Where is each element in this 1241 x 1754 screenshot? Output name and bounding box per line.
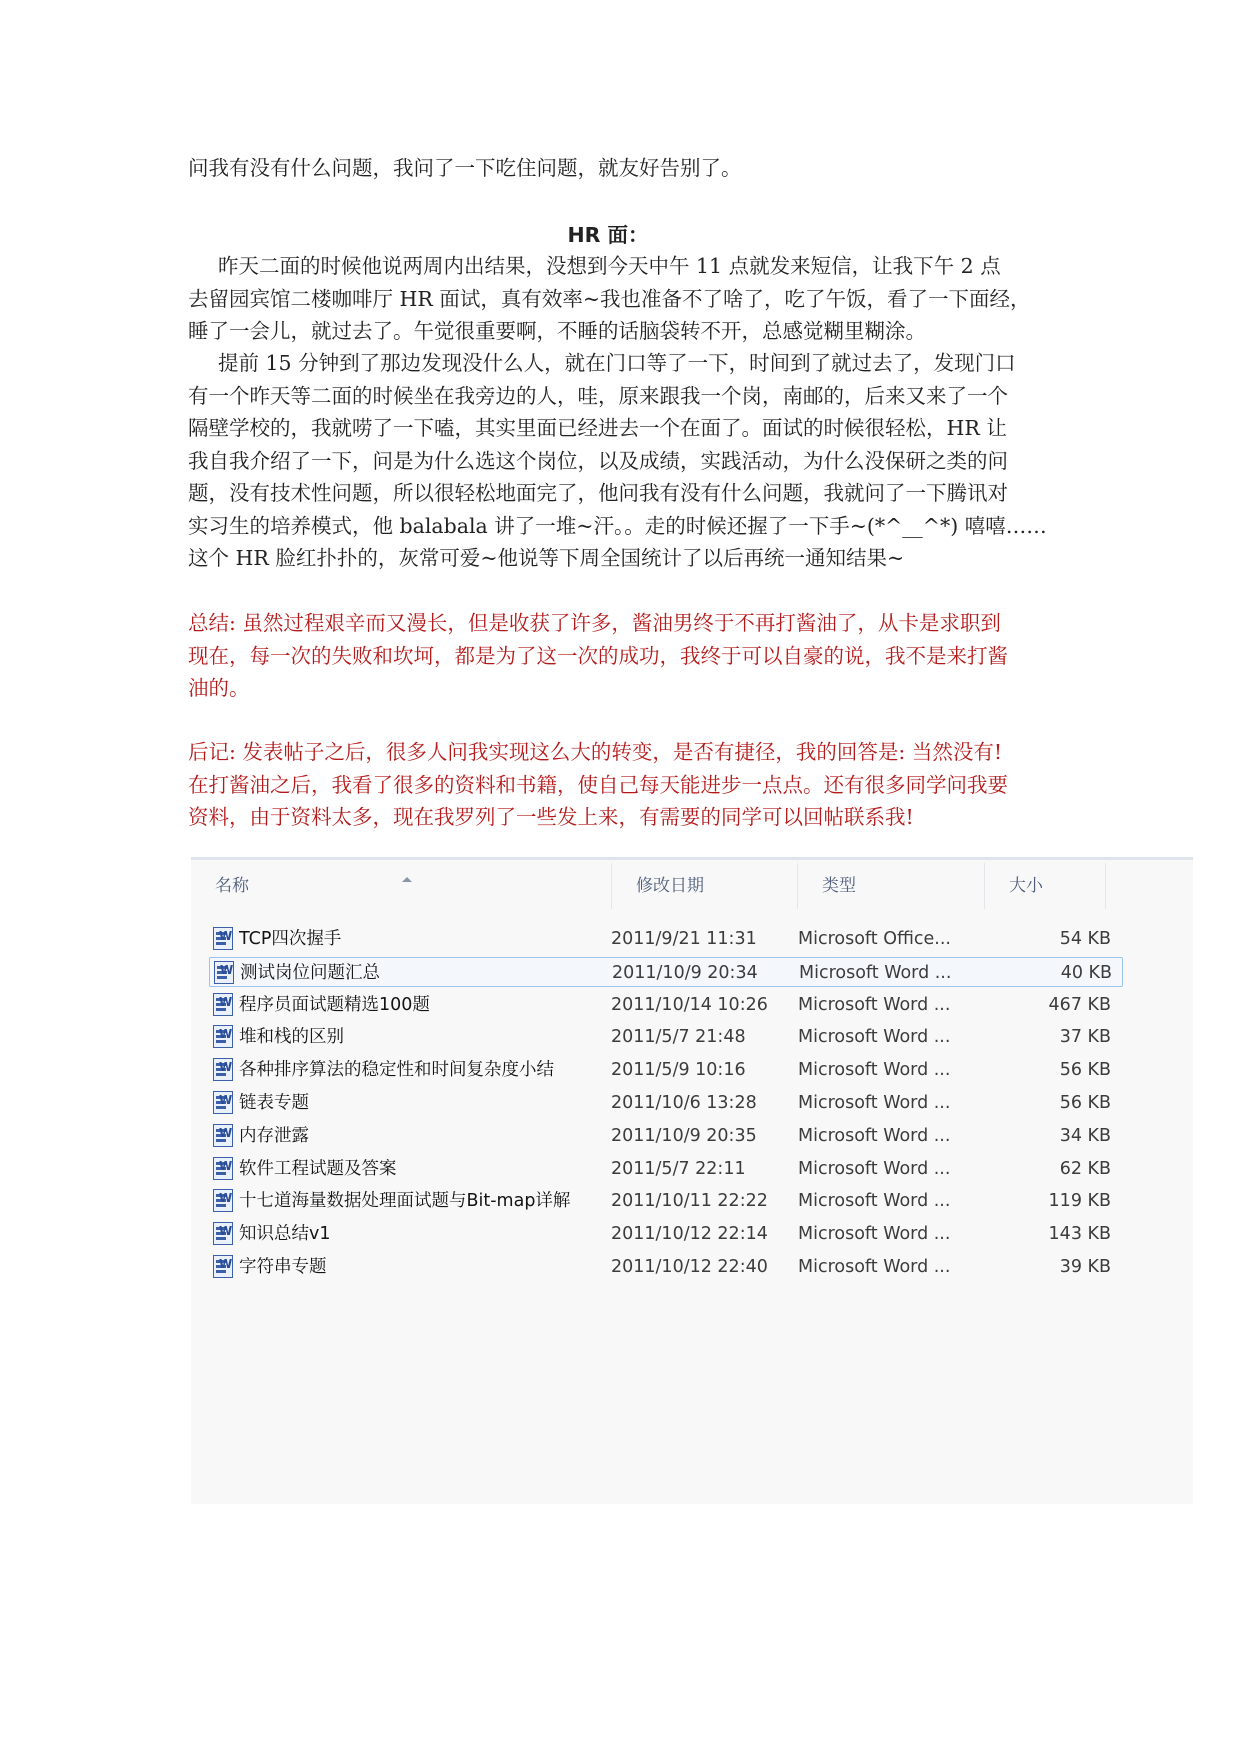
file-name: 内存泄露 xyxy=(239,1125,309,1146)
column-header-size[interactable] xyxy=(984,863,1106,909)
file-name: 堆和栈的区别 xyxy=(239,1027,344,1048)
file-name: 链表专题 xyxy=(239,1093,309,1113)
word-document-icon xyxy=(213,1157,233,1180)
word-document-icon xyxy=(213,1025,233,1048)
file-modified-date: 2011/9/21 11:31 xyxy=(611,929,757,949)
word-document-icon xyxy=(213,1255,233,1278)
file-row[interactable] xyxy=(209,1055,1123,1085)
file-type: Microsoft Word ... xyxy=(798,1191,951,1212)
summary-paragraph xyxy=(188,607,1068,705)
file-type: Microsoft Word ... xyxy=(799,962,952,983)
file-row[interactable] xyxy=(209,1186,1123,1216)
file-modified-date: 2011/10/9 20:34 xyxy=(612,962,758,983)
file-type: Microsoft Word ... xyxy=(798,1060,951,1081)
file-name: 测试岗位问题汇总 xyxy=(240,962,380,983)
file-row[interactable] xyxy=(209,1088,1123,1118)
file-row[interactable] xyxy=(209,1219,1123,1249)
file-size: 54 KB xyxy=(1059,929,1111,949)
file-modified-date: 2011/10/9 20:35 xyxy=(611,1125,757,1146)
file-row[interactable] xyxy=(209,990,1123,1020)
file-size: 62 KB xyxy=(1059,1158,1111,1179)
word-document-icon xyxy=(213,1189,233,1212)
paragraph-line: 有一个昨天等二面的时候坐在我旁边的人，哇，原来跟我一个岗，南邮的，后来又来了一个 xyxy=(188,383,1008,408)
word-document-icon xyxy=(213,1222,233,1245)
intro-paragraph xyxy=(188,152,1068,185)
hr-paragraph-1 xyxy=(188,250,1068,348)
summary-line: 现在，每一次的失败和坎坷，都是为了这一次的成功，我终于可以自豪的说，我不是来打酱 xyxy=(188,643,1008,668)
paragraph-line: 隔壁学校的，我就唠了一下嗑，其实里面已经进去一个在面了。面试的时候很轻松，HR 让 xyxy=(188,416,1007,440)
file-type: Microsoft Word ... xyxy=(798,1125,951,1146)
file-type: Microsoft Word ... xyxy=(798,1093,951,1113)
file-modified-date: 2011/5/7 22:11 xyxy=(611,1158,746,1179)
postscript-line: 后记: 发表帖子之后，很多人问我实现这么大的转变，是否有捷径，我的回答是: 当然没有! xyxy=(188,740,1003,764)
word-document-icon xyxy=(213,993,233,1016)
file-name: 软件工程试题及答案 xyxy=(239,1158,397,1179)
paragraph-line: 昨天二面的时候他说两周内出结果，没想到今天中午 11 点就发来短信，让我下午 2 点 xyxy=(218,254,1001,278)
file-size: 143 KB xyxy=(1048,1224,1111,1245)
file-type: Microsoft Office... xyxy=(798,929,951,949)
paragraph-line: 提前 15 分钟到了那边发现没什么人，就在门口等了一下，时间到了就过去了，发现门口 xyxy=(218,351,1016,375)
paragraph-line: 我自我介绍了一下，问是为什么选这个岗位，以及成绩，实践活动，为什么没保研之类的问 xyxy=(188,448,1008,473)
hr-paragraph-2 xyxy=(188,347,1068,575)
file-modified-date: 2011/5/9 10:16 xyxy=(611,1060,746,1081)
intro-line: 问我有没有什么问题，我问了一下吃住问题，就友好告别了。 xyxy=(188,156,742,180)
paragraph-line: 去留园宾馆二楼咖啡厅 HR 面试，真有效率~我也准备不了啥了，吃了午饭，看了一下面经， xyxy=(188,286,1031,311)
file-type: Microsoft Word ... xyxy=(798,1027,951,1048)
word-document-icon xyxy=(213,1124,233,1147)
file-name: 字符串专题 xyxy=(239,1257,327,1277)
file-type: Microsoft Word ... xyxy=(798,994,951,1015)
column-header-name[interactable] xyxy=(191,863,611,909)
file-size: 37 KB xyxy=(1059,1027,1111,1048)
file-row[interactable] xyxy=(209,1022,1123,1052)
column-header-label: 修改日期 xyxy=(636,876,704,896)
file-size: 56 KB xyxy=(1059,1060,1111,1081)
file-list-screenshot xyxy=(191,857,1193,1504)
paragraph-line: 这个 HR 脸红扑扑的，灰常可爱~他说等下周全国统计了以后再统一通知结果~ xyxy=(188,546,905,570)
file-type: Microsoft Word ... xyxy=(798,1224,951,1245)
file-modified-date: 2011/10/12 22:40 xyxy=(611,1257,768,1277)
summary-line: 油的。 xyxy=(188,676,250,700)
postscript-paragraph xyxy=(188,736,1068,834)
file-name: 十七道海量数据处理面试题与Bit-map详解 xyxy=(239,1191,571,1212)
file-modified-date: 2011/10/6 13:28 xyxy=(611,1093,757,1113)
file-size: 39 KB xyxy=(1059,1257,1111,1277)
summary-line: 总结: 虽然过程艰辛而又漫长，但是收获了许多，酱油男终于不再打酱油了，从卡是求职到 xyxy=(188,611,1001,635)
file-type: Microsoft Word ... xyxy=(798,1158,951,1179)
section-heading-hr: HR 面： xyxy=(567,223,649,247)
postscript-line: 资料，由于资料太多，现在我罗列了一些发上来，有需要的同学可以回帖联系我! xyxy=(188,805,914,829)
sort-ascending-icon xyxy=(402,877,412,882)
file-name: TCP四次握手 xyxy=(239,929,342,949)
file-size: 56 KB xyxy=(1059,1093,1111,1113)
word-document-icon xyxy=(214,961,234,984)
file-modified-date: 2011/10/14 10:26 xyxy=(611,994,768,1015)
file-row[interactable] xyxy=(209,1121,1123,1151)
file-row[interactable] xyxy=(209,957,1123,987)
column-header-date[interactable] xyxy=(611,863,797,909)
paragraph-line: 睡了一会儿，就过去了。午觉很重要啊，不睡的话脑袋转不开，总感觉糊里糊涂。 xyxy=(188,319,926,343)
file-type: Microsoft Word ... xyxy=(798,1257,951,1277)
file-size: 119 KB xyxy=(1048,1191,1111,1212)
file-row[interactable] xyxy=(209,924,1123,954)
word-document-icon xyxy=(213,1058,233,1081)
word-document-icon xyxy=(213,927,233,950)
paragraph-line: 实习生的培养模式，他 balabala 讲了一堆~汗。。走的时候还握了一下手~(*^__^*) 嘻嘻…… xyxy=(188,513,1047,538)
file-size: 467 KB xyxy=(1048,994,1111,1015)
file-row[interactable] xyxy=(209,1154,1123,1184)
postscript-line: 在打酱油之后，我看了很多的资料和书籍，使自己每天能进步一点点。还有很多同学问我要 xyxy=(188,772,1008,797)
file-size: 40 KB xyxy=(1060,962,1112,983)
column-header-label: 大小 xyxy=(1009,876,1043,896)
file-size: 34 KB xyxy=(1059,1125,1111,1146)
column-header-label: 类型 xyxy=(822,876,856,896)
file-name: 知识总结v1 xyxy=(239,1224,331,1245)
file-name: 程序员面试题精选100题 xyxy=(239,994,430,1015)
file-modified-date: 2011/10/12 22:14 xyxy=(611,1224,768,1245)
column-header-type[interactable] xyxy=(797,863,984,909)
file-modified-date: 2011/10/11 22:22 xyxy=(611,1191,768,1212)
paragraph-line: 题，没有技术性问题，所以很轻松地面完了，他问我有没有什么问题，我就问了一下腾讯对 xyxy=(188,481,1008,505)
word-document-icon xyxy=(213,1091,233,1114)
file-name: 各种排序算法的稳定性和时间复杂度小结 xyxy=(239,1060,554,1081)
file-row[interactable] xyxy=(209,1252,1123,1282)
column-header-label: 名称 xyxy=(215,876,249,896)
file-modified-date: 2011/5/7 21:48 xyxy=(611,1027,746,1048)
